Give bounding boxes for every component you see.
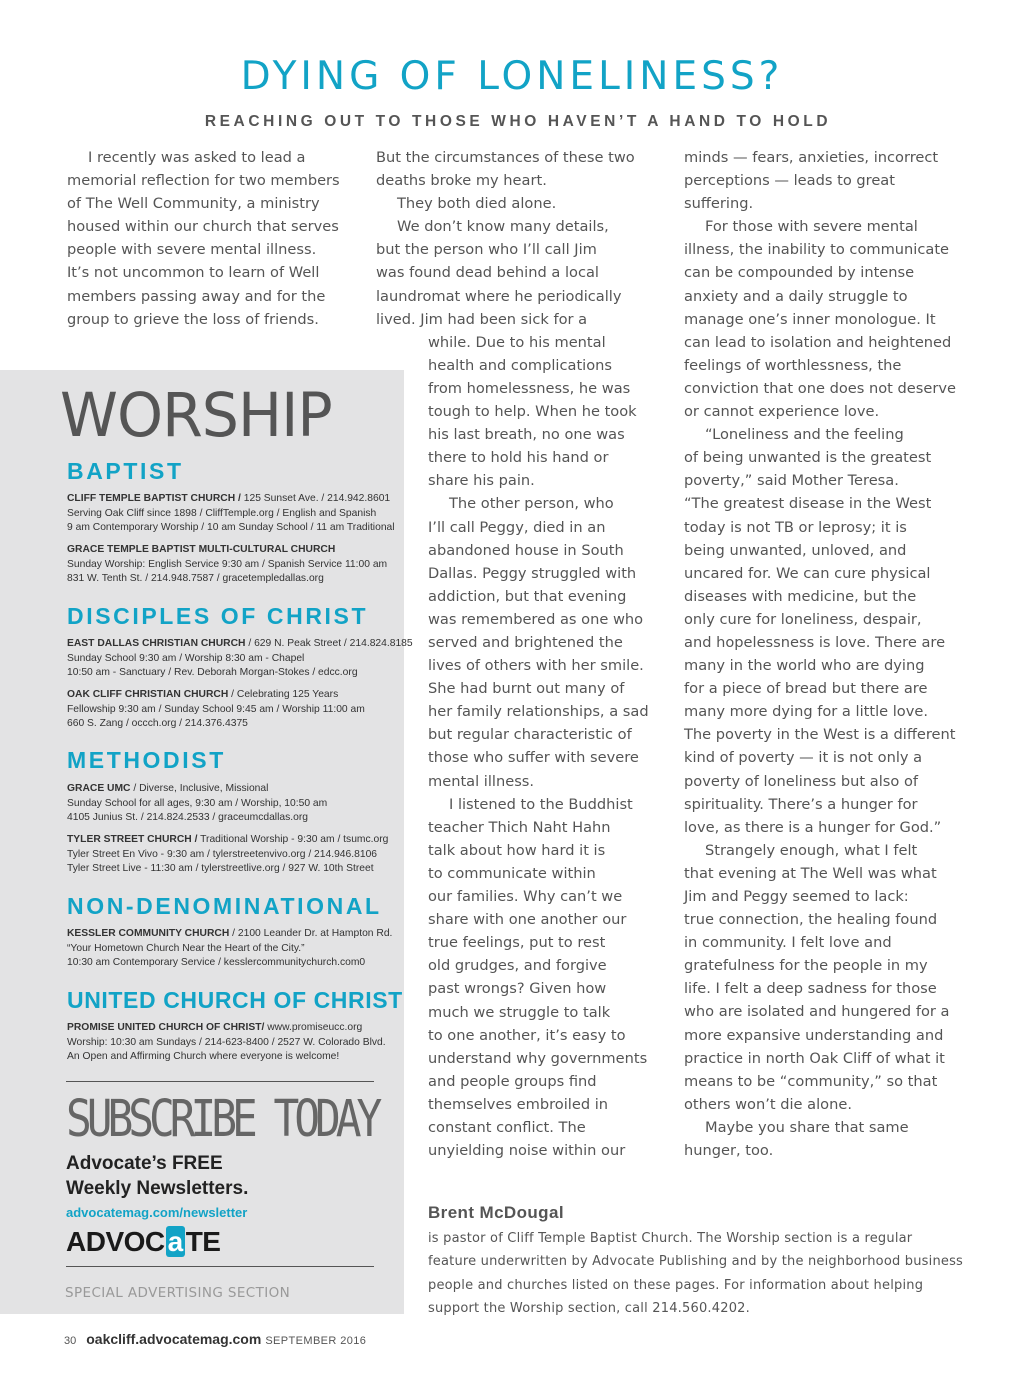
author-name: Brent McDougal [428, 1203, 564, 1222]
church-details: Worship: 10:30 am Sundays / 214-623-8400 / 2527 W. Colorado Blvd. [67, 1036, 386, 1048]
article-column-2-bottom [428, 331, 649, 1162]
text-line: many more dying for a little love. [684, 703, 928, 721]
church-name: PROMISE UNITED CHURCH OF CHRIST/ [67, 1022, 265, 1033]
text-line: share his pain. [428, 472, 535, 490]
text-line: much we struggle to talk [428, 1003, 611, 1021]
page-footer [64, 1331, 366, 1349]
text-line: served and brightened the [428, 634, 623, 652]
text-line: lived. Jim had been sick for a [376, 310, 588, 328]
church-details: / 2100 Leander Dr. at Hampton Rd. [229, 928, 393, 939]
church-details: / 629 N. Peak Street / 214.824.8185 [245, 638, 413, 649]
text-line: his last breath, no one was [428, 426, 625, 444]
church-details: An Open and Affirming Church where everyone is welcome! [67, 1051, 340, 1062]
text-line: those who suffer with severe [428, 749, 639, 767]
church-details: / Celebrating 125 Years [228, 689, 339, 700]
text-line: our families. Why can’t we [428, 888, 623, 906]
text-line: means to be “community,” so that [684, 1072, 938, 1090]
text-line: support the Worship section, call 214.560.4202. [428, 1300, 750, 1316]
text-line: is pastor of Cliff Temple Baptist Church. The Worship section is a regular [428, 1231, 913, 1246]
text-line: and hopelessness is love. There are [684, 633, 946, 651]
text-line: can be compounded by intense [684, 264, 915, 282]
subscribe-title: SUBSCRIBE TODAY [66, 1090, 378, 1149]
church-details: 125 Sunset Ave. / 214.942.8601 [240, 493, 391, 504]
divider [66, 1266, 374, 1267]
newsletter-link[interactable]: advocatemag.com/newsletter [66, 1205, 248, 1220]
text-line: was remembered as one who [428, 610, 644, 628]
church-details: “Your Hometown Church Near the Heart of the City.” [67, 942, 305, 954]
text-line: diseases with medicine, but the [684, 587, 917, 605]
text-line: old grudges, and forgive [428, 957, 607, 975]
text-line: themselves embroiled in [428, 1095, 609, 1113]
text-line: I’ll call Peggy, died in an [428, 518, 606, 536]
church-details: 4105 Junius St. / 214.824.2533 / graceumcdallas.org [67, 812, 308, 823]
church-listing [67, 927, 392, 971]
church-listing [67, 492, 395, 536]
text-line: poverty of loneliness but also of [684, 772, 919, 790]
article-column-2-top [376, 146, 635, 331]
text-line: The poverty in the West is a different [684, 726, 956, 744]
text-line: for a piece of bread but there are [684, 680, 928, 698]
text-line: addiction, but that evening [428, 587, 627, 605]
text-line: others won’t die alone. [684, 1095, 852, 1113]
church-name: EAST DALLAS CHRISTIAN CHURCH [67, 638, 246, 649]
denomination-heading: DISCIPLES OF CHRIST [67, 603, 369, 629]
denomination-heading: NON-DENOMINATIONAL [67, 893, 382, 919]
text-line: uncared for. We can cure physical [684, 564, 931, 582]
text-line: mental illness. [428, 772, 535, 790]
text-line: tough to help. When he took [428, 403, 637, 421]
text-line: of being unwanted is the greatest [684, 449, 932, 467]
text-line: housed within our church that serves [67, 218, 339, 236]
denomination-heading: UNITED CHURCH OF CHRIST [67, 987, 403, 1013]
newsletter-promo-line-1: Advocate’s FREE [66, 1153, 223, 1174]
page-number: 30 [64, 1335, 77, 1347]
church-details: Sunday School 9:30 am / Worship 8:30 am - Chapel [67, 652, 305, 664]
church-details: Traditional Worship - 9:30 am / tsumc.org [197, 834, 389, 845]
text-line: illness, the inability to communicate [684, 241, 950, 259]
text-line: manage one’s inner monologue. It [684, 310, 936, 328]
church-details: / Diverse, Inclusive, Missional [130, 783, 269, 794]
text-line: but regular characteristic of [428, 726, 632, 744]
text-line: her family relationships, a sad [428, 703, 649, 721]
text-line: many in the world who are dying [684, 657, 925, 675]
text-line: talk about how hard it is [428, 841, 606, 859]
advocate-logo: ADVOC a TE [66, 1226, 221, 1257]
text-line: hunger, too. [684, 1142, 774, 1160]
church-listing [67, 637, 413, 681]
text-line: But the circumstances of these two [376, 149, 635, 166]
text-line: They both died alone. [397, 195, 557, 213]
divider [66, 1081, 374, 1082]
text-line: She had burnt out many of [428, 680, 625, 698]
text-line: Maybe you share that same [705, 1118, 909, 1136]
church-name: OAK CLIFF CHRISTIAN CHURCH [67, 689, 229, 700]
text-line: people and churches listed on these pages. For information about helping [428, 1277, 924, 1293]
newsletter-promo-line-2: Weekly Newsletters. [66, 1178, 249, 1199]
text-line: being unwanted, unloved, and [684, 541, 907, 559]
text-line: poverty,” said Mother Teresa. [684, 472, 899, 490]
text-line: gratefulness for the people in my [684, 957, 928, 975]
church-details: Sunday School for all ages, 9:30 am / Worship, 10:50 am [67, 797, 328, 809]
article-title: DYING OF LONELINESS? [240, 54, 784, 99]
text-line: but the person who I’ll call Jim [376, 241, 597, 259]
text-line: spirituality. There’s a hunger for [684, 795, 918, 813]
denomination-heading: METHODIST [67, 747, 226, 773]
text-line: only cure for loneliness, despair, [684, 610, 922, 628]
text-line: past wrongs? Given how [428, 980, 607, 998]
text-line: group to grieve the loss of friends. [67, 310, 319, 328]
church-listing [67, 688, 365, 732]
church-details: 9 am Contemporary Worship / 10 am Sunday School / 11 am Traditional [67, 522, 395, 533]
text-line: lives of others with her smile. [428, 657, 644, 675]
text-line: in community. I felt love and [684, 934, 892, 952]
text-line: understand why governments [428, 1049, 648, 1067]
text-line: of The Well Community, a ministry [67, 195, 320, 213]
text-line: life. I felt a deep sadness for those [684, 980, 937, 998]
church-name: CLIFF TEMPLE BAPTIST CHURCH / [67, 493, 241, 504]
text-line: The other person, who [449, 495, 614, 513]
text-line: share with one another our [428, 911, 627, 929]
text-line: We don’t know many details, [397, 218, 609, 236]
text-line: feelings of worthlessness, the [684, 356, 902, 374]
church-listing [67, 833, 388, 877]
text-line: was found dead behind a local [376, 264, 599, 282]
text-line: I listened to the Buddhist [449, 795, 633, 813]
text-line: and people groups find [428, 1072, 597, 1090]
text-line: to communicate within [428, 864, 596, 882]
text-line: today is not TB or leprosy; it is [684, 518, 907, 536]
text-line: who are isolated and hungered for a [684, 1003, 950, 1021]
text-line: to one another, it’s easy to [428, 1026, 626, 1044]
church-details: 10:30 am Contemporary Service / kesslercommunitychurch.com0 [67, 957, 366, 968]
church-listing [67, 1021, 386, 1065]
text-line: Jim and Peggy seemed to lack: [684, 888, 909, 905]
text-line: For those with severe mental [705, 218, 918, 236]
text-line: true connection, the healing found [684, 911, 938, 929]
text-line: “Loneliness and the feeling [705, 426, 904, 444]
text-line: members passing away and for the [67, 287, 326, 305]
text-line: deaths broke my heart. [376, 172, 547, 190]
church-name: TYLER STREET CHURCH / [67, 834, 198, 845]
church-listing [67, 543, 387, 587]
footer-date: SEPTEMBER 2016 [265, 1335, 367, 1347]
text-line: “The greatest disease in the West [684, 495, 932, 513]
text-line: or cannot experience love. [684, 403, 880, 421]
text-line: unyielding noise within our [428, 1142, 626, 1160]
article-column-1 [67, 146, 340, 331]
church-details: Tyler Street Live - 11:30 am / tylerstreetlive.org / 927 W. 10th Street [67, 863, 374, 874]
church-listing [67, 782, 327, 826]
church-details: 831 W. Tenth St. / 214.948.7587 / gracetempledallas.org [67, 573, 324, 584]
text-line: practice in north Oak Cliff of what it [684, 1049, 945, 1067]
text-line: Strangely enough, what I felt [705, 841, 918, 859]
church-name: KESSLER COMMUNITY CHURCH [67, 928, 230, 939]
text-line: suffering. [684, 195, 754, 213]
church-details: 660 S. Zang / occch.org / 214.376.4375 [67, 718, 248, 729]
text-line: kind of poverty — it is not only a [684, 749, 923, 767]
text-line: It’s not uncommon to learn of Well [67, 264, 320, 282]
special-advertising-label: SPECIAL ADVERTISING SECTION [65, 1285, 291, 1301]
worship-heading: WORSHIP [60, 380, 332, 451]
text-line: laundromat where he periodically [376, 287, 622, 305]
text-line: there to hold his hand or [428, 449, 609, 467]
text-line: conviction that one does not deserve [684, 379, 956, 397]
text-line: perceptions — leads to great [684, 172, 895, 190]
church-name: GRACE TEMPLE BAPTIST MULTI-CULTURAL CHURCH [67, 544, 336, 555]
text-line: can lead to isolation and heightened [684, 333, 952, 351]
text-line: while. Due to his mental [428, 333, 606, 351]
church-details: 10:50 am - Sanctuary / Rev. Deborah Morgan-Stokes / edcc.org [67, 667, 358, 678]
author-bio [428, 1227, 963, 1320]
text-line: memorial reflection for two members [67, 172, 340, 190]
text-line: more expansive understanding and [684, 1026, 944, 1044]
text-line: love, as there is a hunger for God.” [684, 818, 942, 836]
text-line: health and complications [428, 356, 612, 374]
footer-site[interactable]: oakcliff.advocatemag.com [86, 1331, 262, 1347]
text-line: constant conflict. The [428, 1118, 586, 1136]
text-line: teacher Thich Naht Hahn [428, 818, 611, 836]
church-details: Tyler Street En Vivo - 9:30 am / tylerstreetenvivo.org / 214.946.8106 [67, 848, 378, 860]
text-line: Dallas. Peggy struggled with [428, 564, 637, 582]
text-line: I recently was asked to lead a [88, 149, 306, 166]
text-line: true feelings, put to rest [428, 934, 606, 952]
text-line: abandoned house in South [428, 541, 624, 559]
church-details: Sunday Worship: English Service 9:30 am / Spanish Service 11:00 am [67, 558, 388, 570]
text-line: that evening at The Well was what [684, 864, 937, 882]
article-column-3 [684, 146, 956, 1162]
church-details: Serving Oak Cliff since 1898 / CliffTemple.org / English and Spanish [67, 507, 377, 519]
article-subtitle: REACHING OUT TO THOSE WHO HAVEN’T A HAND TO HOLD [204, 113, 832, 130]
text-line: people with severe mental illness. [67, 241, 317, 259]
church-name: GRACE UMC [67, 783, 131, 794]
denomination-heading: BAPTIST [67, 458, 184, 484]
text-line: minds — fears, anxieties, incorrect [684, 149, 939, 166]
church-details: www.promiseucc.org [264, 1022, 363, 1033]
text-line: feature underwritten by Advocate Publishing and by the neighborhood business [428, 1254, 964, 1270]
text-line: anxiety and a daily struggle to [684, 287, 908, 305]
church-details: Fellowship 9:30 am / Sunday School 9:45 am / Worship 11:00 am [67, 703, 365, 715]
text-line: from homelessness, he was [428, 379, 631, 397]
